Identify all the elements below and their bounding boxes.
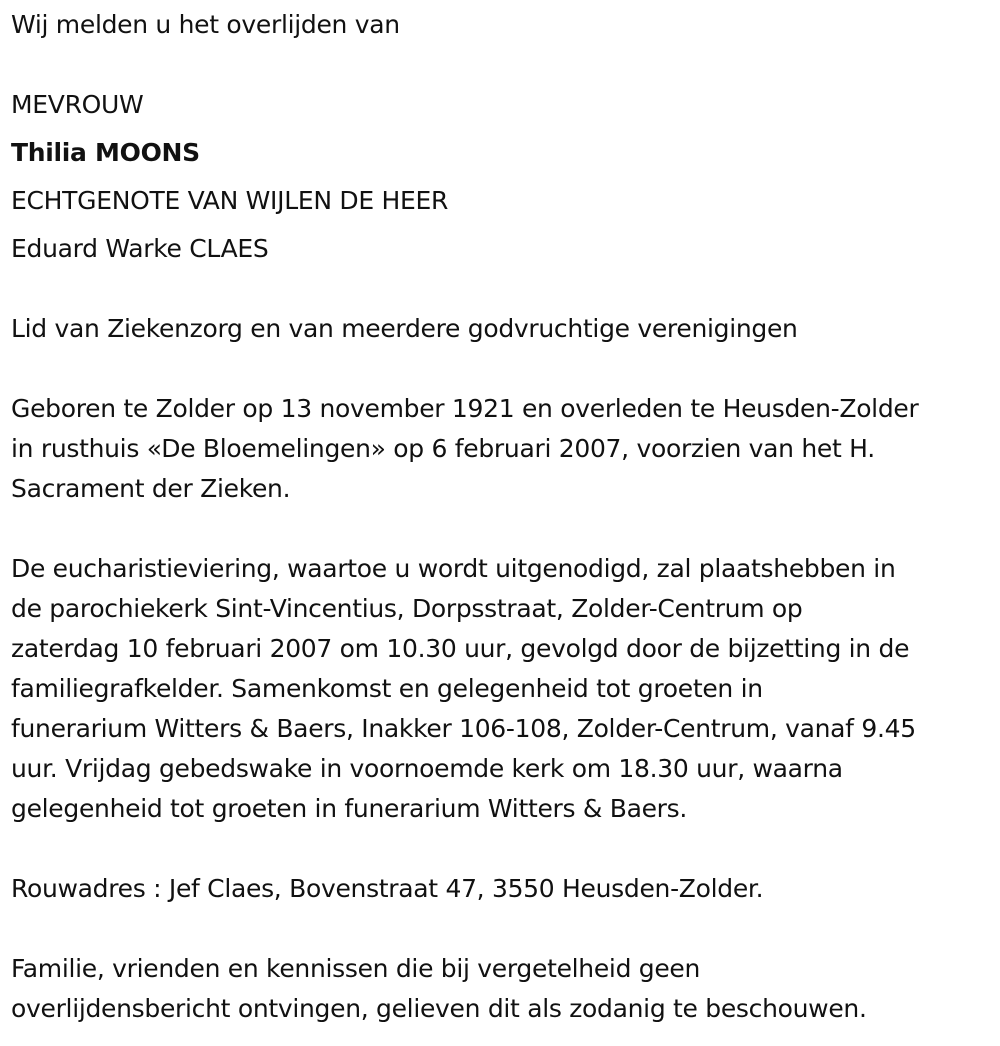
paragraph-line: zaterdag 10 februari 2007 om 10.30 uur, gevolgd door de bijzetting in de xyxy=(11,634,910,663)
mourning-address: Rouwadres : Jef Claes, Bovenstraat 47, 3550 Heusden-Zolder. xyxy=(11,874,764,903)
paragraph-line: Geboren te Zolder op 13 november 1921 en overleden te Heusden-Zolder xyxy=(11,394,919,423)
paragraph-line: in rusthuis «De Bloemelingen» op 6 februari 2007, voorzien van het H. xyxy=(11,434,875,463)
membership-text: Lid van Ziekenzorg en van meerdere godvruchtige verenigingen xyxy=(11,314,798,343)
deceased-name: Thilia MOONS xyxy=(11,138,200,167)
closing-paragraph xyxy=(11,949,991,1029)
paragraph-line: Familie, vrienden en kennissen die bij vergetelheid geen xyxy=(11,954,701,983)
spacer xyxy=(11,45,991,85)
relation-text: ECHTGENOTE VAN WIJLEN DE HEER xyxy=(11,186,449,215)
spacer xyxy=(11,909,991,949)
paragraph-line: overlijdensbericht ontvingen, gelieven dit als zodanig te beschouwen. xyxy=(11,994,867,1023)
birth-death-paragraph xyxy=(11,389,991,509)
paragraph-line: funerarium Witters & Baers, Inakker 106-108, Zolder-Centrum, vanaf 9.45 xyxy=(11,714,916,743)
paragraph-line: familiegrafkelder. Samenkomst en gelegenheid tot groeten in xyxy=(11,674,763,703)
spacer xyxy=(11,269,991,309)
spouse-name: Eduard Warke CLAES xyxy=(11,234,269,263)
spacer xyxy=(11,349,991,389)
paragraph-line: gelegenheid tot groeten in funerarium Witters & Baers. xyxy=(11,794,688,823)
funeral-paragraph xyxy=(11,549,991,829)
spacer xyxy=(11,509,991,549)
paragraph-line: uur. Vrijdag gebedswake in voornoemde kerk om 18.30 uur, waarna xyxy=(11,754,843,783)
spacer xyxy=(11,829,991,869)
honorific: MEVROUW xyxy=(11,90,144,119)
paragraph-line: De eucharistieviering, waartoe u wordt uitgenodigd, zal plaatshebben in xyxy=(11,554,896,583)
paragraph-line: de parochiekerk Sint-Vincentius, Dorpsstraat, Zolder-Centrum op xyxy=(11,594,803,623)
paragraph-line: Sacrament der Zieken. xyxy=(11,474,291,503)
obituary-document xyxy=(11,0,991,1029)
intro-text: Wij melden u het overlijden van xyxy=(11,10,400,39)
